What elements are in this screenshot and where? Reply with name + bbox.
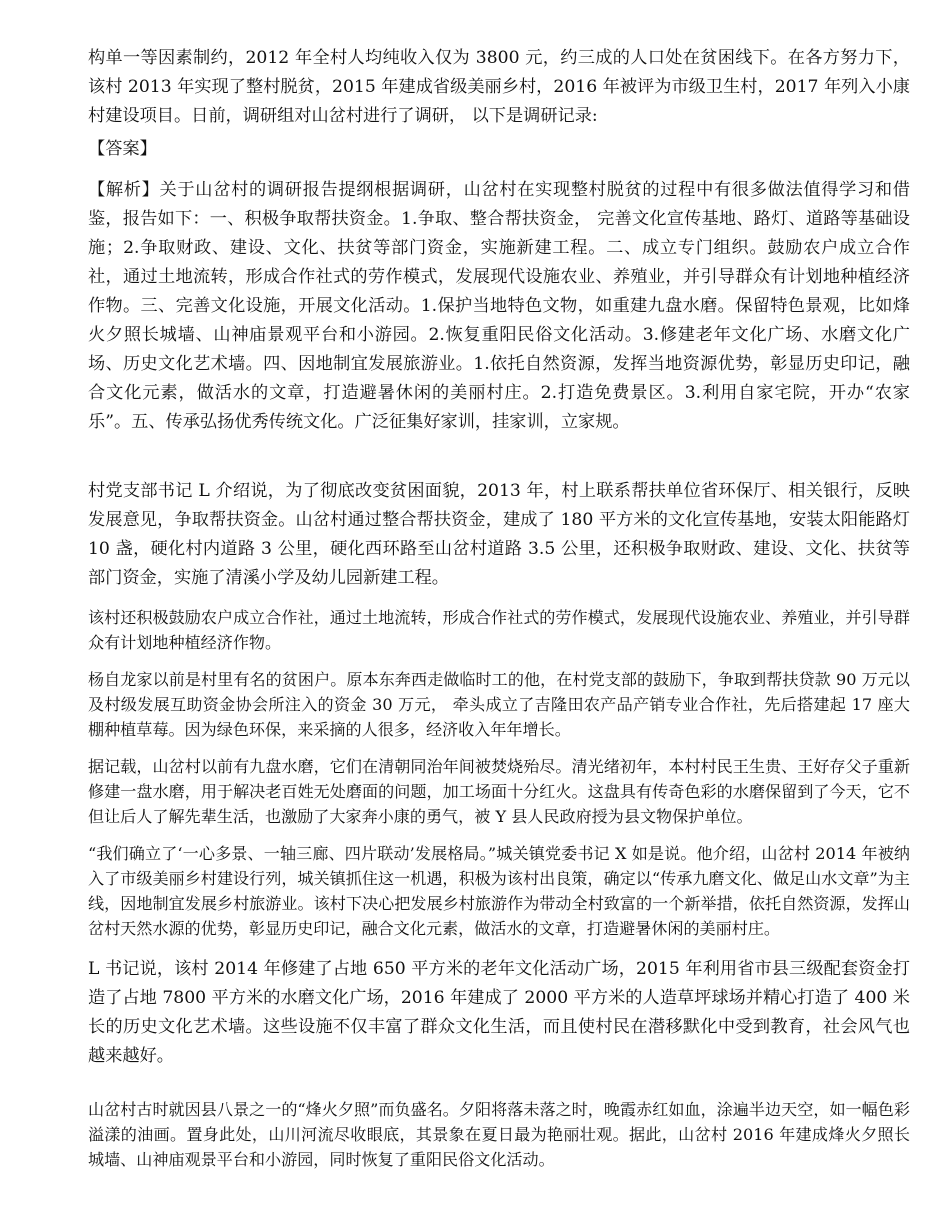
answer-label: 【答案】 (88, 139, 157, 159)
record-paragraph-yang: 杨自龙家以前是村里有名的贫困户。原本东奔西走做临时工的他，在村党支部的鼓励下，争取到帮扶贷款 90 万元以及村级发展互助资金协会所注入的资金 30 万元， 牵头成立了吉隆田农产品产销专业合作社，先后搭建起 17 座大棚种植草莓。因为绿色环保，来采摘的人很多，经济收入年年增长。 (88, 670, 910, 739)
record-paragraph-development-pattern: “我们确立了‘一心多景、一轴三廊、四片联动’发展格局。”城关镇党委书记 X 如是说。他介绍，山岔村 2014 年被纳入了市级美丽乡村建设行列，城关镇抓住这一机遇，积极为该村出良策，确定以“传承九磨文化、做足山水文章”为主线，因地制宜发展乡村旅游业。该村下决心把发展乡村旅游作为带动全村致富的一个新举措，依托自然资源，发挥山岔村天然水源的优势，彰显历史印记，融合文化元素，做活水的文章，打造避暑休闲的美丽村庄。 (88, 844, 910, 938)
record-paragraph-cooperative: 该村还积极鼓励农户成立合作社，通过土地流转，形成合作社式的劳作模式，发展现代设施农业、养殖业，并引导群众有计划地种植经济作物。 (88, 608, 910, 652)
record-paragraph-funding: 村党支部书记 L 介绍说，为了彻底改变贫困面貌，2013 年，村上联系帮扶单位省环保厅、相关银行，反映发展意见，争取帮扶资金。山岔村通过整合帮扶资金，建成了 180 平方米的文化宣传基地，安装太阳能路灯 10 盏，硬化村内道路 3 公里，硬化西环路至山岔村道路 3.5 公里，还积极争取财政、建设、文化、扶贫等部门资金，实施了清溪小学及幼儿园新建工程。 (88, 481, 910, 588)
intro-paragraph: 构单一等因素制约，2012 年全村人均纯收入仅为 3800 元，约三成的人口处在贫困线下。在各方努力下，该村 2013 年实现了整村脱贫，2015 年建成省级美丽乡村，2016 年被评为市级卫生村，2017 年列入小康村建设项目。日前，调研组对山岔村进行了调研， 以下是调研记录: (88, 48, 910, 126)
record-paragraph-facilities: L 书记说，该村 2014 年修建了占地 650 平方米的老年文化活动广场，2015 年利用省市县三级配套资金打造了占地 7800 平方米的水磨文化广场，2016 年建成了 2000 平方米的人造草坪球场并精心打造了 400 米长的历史文化艺术墙。这些设施不仅丰富了群众文化生活，而且使村民在潜移默化中受到教育，社会风气也越来越好。 (88, 959, 910, 1066)
record-paragraph-watermill: 据记载，山岔村以前有九盘水磨，它们在清朝同治年间被焚烧殆尽。清光绪初年，本村村民王生贵、王好存父子重新修建一盘水磨，用于解决老百姓无处磨面的问题，加工场面十分红火。这盘具有传奇色彩的水磨保留到了今天，它不但让后人了解先辈生活，也激励了大家奔小康的勇气，被 Y 县人民政府授为县文物保护单位。 (88, 757, 910, 826)
record-paragraph-sunset: 山岔村古时就因县八景之一的“烽火夕照”而负盛名。夕阳将落未落之时，晚霞赤红如血，涂遍半边天空，如一幅色彩溢漾的油画。置身此处，山川河流尽收眼底，其景象在夏日最为艳丽壮观。据此，山岔村 2016 年建成烽火夕照长城墙、山神庙观景平台和小游园，同时恢复了重阳民俗文化活动。 (88, 1100, 910, 1169)
document-page (88, 44, 910, 1172)
analysis-paragraph: 【解析】关于山岔村的调研报告提纲根据调研，山岔村在实现整村脱贫的过程中有很多做法值得学习和借鉴，报告如下：一、积极争取帮扶资金。1.争取、整合帮扶资金， 完善文化宣传基地、路灯、道路等基础设施；2.争取财政、建设、文化、扶贫等部门资金，实施新建工程。二、成立专门组织。鼓励农户成立合作社，通过土地流转，形成合作社式的劳作模式，发展现代设施农业、养殖业，并引导群众有计划地种植经济作物。三、完善文化设施，开展文化活动。1.保护当地特色文物，如重建九盘水磨。保留特色景观，比如烽火夕照长城墙、山神庙景观平台和小游园。2.恢复重阳民俗文化活动。3.修建老年文化广场、水磨文化广场、历史文化艺术墙。四、因地制宜发展旅游业。1.依托自然资源，发挥当地资源优势，彰显历史印记，融合文化元素，做活水的文章，打造避暑休闲的美丽村庄。2.打造免费景区。3.利用自家宅院，开办“农家乐”。五、传承弘扬优秀传统文化。广泛征集好家训，挂家训，立家规。 (88, 180, 910, 432)
